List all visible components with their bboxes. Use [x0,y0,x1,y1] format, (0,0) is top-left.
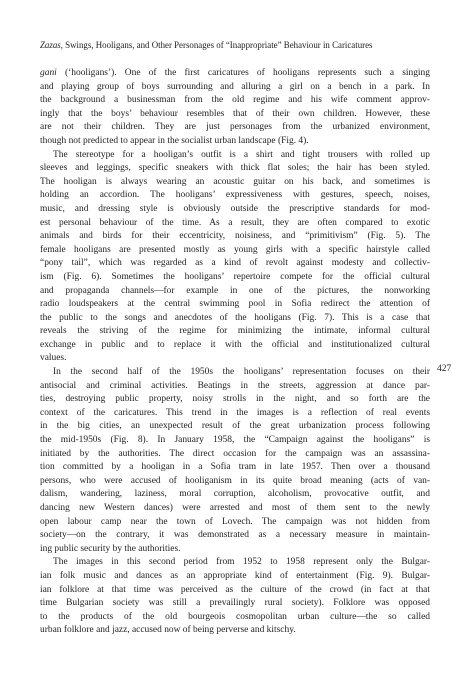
running-head [40,40,430,50]
text-line: values. [40,353,67,364]
text-line: ian folk music and dances as an appropriate kind of entertainment (Fig. 9). Bulgar- [40,570,430,581]
body-text [40,67,430,638]
text-line: animals and birds for their eccentricity, noisiness, and “primitivism” (Fig. 5). The [40,231,430,242]
text-line: context of the caricatures. This trend in the images is a reflection of real events [40,407,430,418]
text-line: radio loudspeakers at the central swimming pool in Sofia redirect the attention of [40,299,430,310]
page-number: 427 [437,364,452,374]
text-line: “pony tail”, which was regarded as a kind of revolt against modesty and collectiv- [40,258,430,269]
text-line: ing public security by the authorities. [40,543,181,554]
text-line: est personal behaviour of the time. As a result, they are often compared to exotic [40,217,430,228]
text-line: though not predicted to appear in the socialist urban landscape (Fig. 4). [40,135,309,146]
text-line: dancing new Western dances) were arrested and most of them sent to the newly [40,503,430,513]
text-line: The stereotype for a hooligan’s outfit is a shirt and tight trousers with rolled up [53,149,430,160]
text-line: ingly that the boys’ behaviour resembles that of their own children. However, these [40,108,430,119]
text-line: and propaganda channels—for example in one of the pictures, the nonworking [40,285,430,296]
text-line: ian folklore at that time was perceived as the culture of the crowd (in fact at that [40,584,430,595]
text-line: tion committed by a hooligan in a Sofia tram in late 1957. Then over a thousand [40,462,430,473]
text-line: In the second half of the 1950s the hooligans’ representation focuses on their [53,367,430,378]
text-line: and playing group of boys surrounding and alluring a girl on a bench in a park. In [40,81,430,92]
text-line: persons, who were accused of hooliganism in its quite broad meaning (acts of van- [40,475,430,486]
text-line: sleeves and leggings, specific sneakers with thick flat soles; the hair has been styled. [40,163,430,174]
text-line: exchange in public and to replace it with the official and institutionalized cultural [40,339,430,350]
text-line: the mid-1950s (Fig. 8). In January 1958, the “Campaign against the hooligans” is [40,435,430,446]
text-line: female hooligans are presented mostly as young girls with a specific hairstyle called [40,244,430,255]
running-head-rest: , Swings, Hooligans, and Other Personages of “Inappropriate” Behaviour in Caricatures [60,40,373,50]
text-line: in the big cities, an unexpected result of the great urbanization process following [40,421,430,432]
text-line: The images in this second period from 1952 to 1958 represent only the Bulgar- [53,557,430,568]
text-line: are not their children. They are just personages from the urbanized environment, [40,122,430,133]
text-line: antisocial and criminal activities. Beatings in the streets, aggression at dance par- [40,380,430,391]
text-line: society—on the contrary, it was demonstrated as a necessary measure in maintain- [40,530,430,541]
text-line: time Bulgarian society was still a prevailingly rural society). Folklore was opposed [40,598,430,609]
running-head-italic: Zazas [40,40,61,50]
text-line: music, and dressing style is obviously outside the prescriptive standards for mod- [40,203,430,214]
text-line: reveals the striving of the regime for minimizing the intimate, informal cultural [40,326,430,337]
text-line: open labour camp near the town of Lovech. The campaign was not hidden from [40,516,430,527]
text-line [40,67,430,81]
text-line: dalism, wandering, laziness, moral corruption, alcoholism, provocative outfit, and [40,489,430,500]
text-line: to the products of the old bourgeois cosmopolitan urban culture—the so called [40,611,430,622]
text-line-rest: (‘hooligans’). One of the first caricatures of hooligans represents such a singing [56,68,430,78]
text-line: initiated by the authorities. The direct occasion for the campaign was an assassina- [40,448,430,459]
text-line: the public to the songs and anecdotes of the hooligans (Fig. 7). This is a case that [40,312,430,323]
text-line: urban folklore and jazz, accused now of being perverse and kitschy. [40,625,296,636]
text-line: ism (Fig. 6). Sometimes the hooligans’ repertoire compete for the official cultural [40,271,430,282]
text-line: ties, destroying public property, noisy strolls in the night, and so forth are the [40,394,430,405]
text-line: the background a businessman from the old regime and his wife comment approv- [40,95,430,106]
italic-word: gani [40,68,57,78]
text-line: The hooligan is always wearing an acoustic guitar on his back, and sometimes is [40,176,430,187]
text-line: holding an accordion. The hooligans’ expressiveness with gestures, speech, noises, [40,190,430,201]
